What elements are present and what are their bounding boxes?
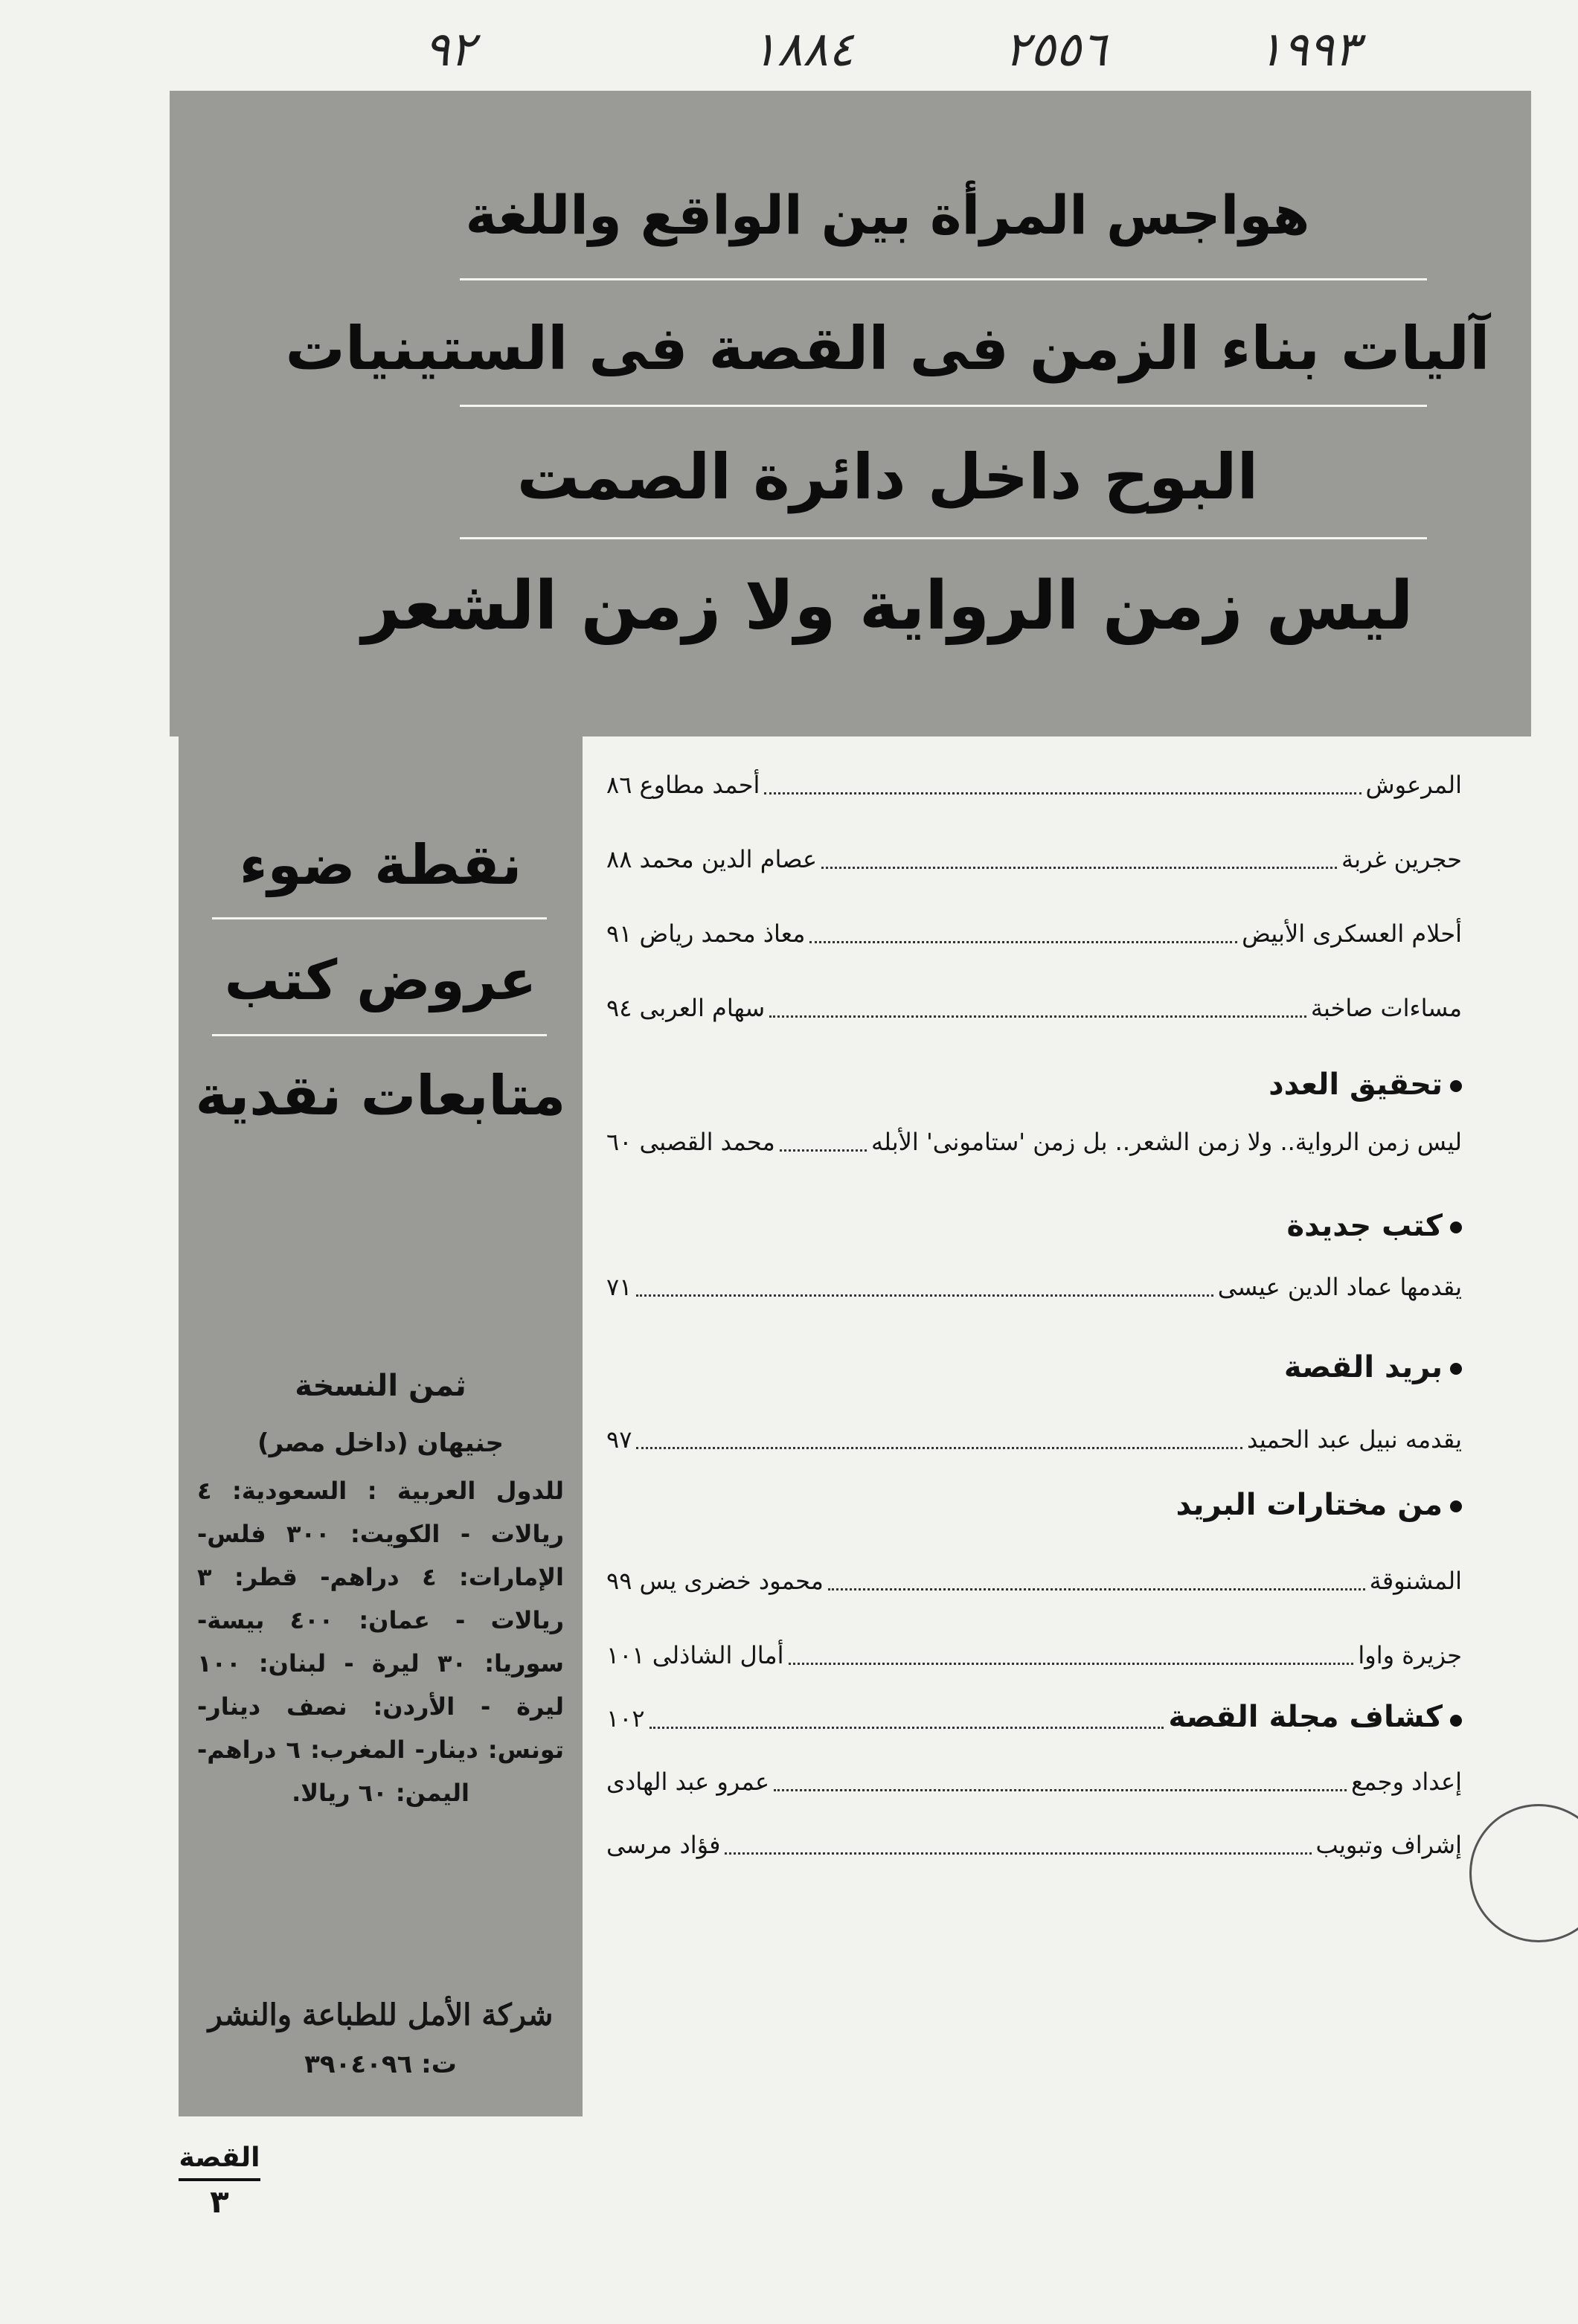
price-egypt: جنيهان (داخل مصر) <box>257 1428 504 1458</box>
toc-leader <box>780 1133 867 1152</box>
headline-divider-2 <box>460 405 1427 407</box>
toc-leader <box>636 1278 1213 1297</box>
bullet-icon <box>1450 1715 1462 1727</box>
toc-entry-author: معاذ محمد رياض <box>639 919 806 948</box>
toc-entry-title: إشراف وتبويب <box>1315 1831 1462 1859</box>
toc-entry-title: جزيرة واوا <box>1358 1641 1462 1669</box>
toc-entry-title: المرعوش <box>1365 771 1462 799</box>
toc-entry <box>606 1123 1462 1161</box>
toc-entry-title: يقدمها عماد الدين عيسى <box>1217 1273 1462 1301</box>
toc-entry-title: المشنوقة <box>1369 1567 1462 1595</box>
bullet-icon <box>1450 1080 1462 1092</box>
headline-2: آليات بناء الزمن فى القصة فى الستينيات <box>285 314 1490 383</box>
toc-leader <box>725 1836 1311 1855</box>
bullet-icon <box>1450 1222 1462 1233</box>
toc-entry <box>606 915 1462 952</box>
toc-entry-title: ليس زمن الرواية.. ولا زمن الشعر.. بل زمن 'ستامونى' الأبله <box>871 1128 1462 1156</box>
toc-entry <box>606 1826 1462 1864</box>
bullet-icon <box>1450 1500 1462 1512</box>
toc-entry-page: ٩٤ <box>606 994 632 1022</box>
toc-entry <box>606 1268 1462 1306</box>
sidebar-section-1: نقطة ضوء <box>239 833 522 897</box>
toc-entry <box>606 766 1462 803</box>
toc-leader <box>764 776 1361 795</box>
headline-1: هواجس المرأة بين الواقع واللغة <box>465 184 1310 246</box>
toc-leader <box>789 1646 1354 1665</box>
toc-entry <box>606 989 1462 1027</box>
sidebar-panel <box>179 733 583 2116</box>
sidebar-divider-1 <box>212 917 547 919</box>
toc-entry-title: حجرين غربة <box>1341 845 1462 873</box>
toc-entry-author: سهام العربى <box>639 994 766 1022</box>
toc-entry-author: محمد القصبى <box>639 1128 775 1156</box>
bullet-icon <box>1450 1363 1462 1375</box>
toc-entry <box>606 1637 1462 1674</box>
headline-banner <box>170 91 1531 736</box>
toc-entry-title: أحلام العسكرى الأبيض <box>1242 919 1462 948</box>
toc-leader <box>769 999 1306 1018</box>
toc-entry-author: أحمد مطاوع <box>639 771 760 799</box>
toc-leader <box>636 1431 1242 1449</box>
toc-entry-page: ٨٨ <box>606 845 632 873</box>
toc-entry-page: ١٠٢ <box>606 1704 645 1733</box>
toc-section-new-books <box>606 1205 1462 1247</box>
footer-page-number: ٣ <box>210 2183 229 2220</box>
toc-section-label: تحقيق العدد <box>1269 1068 1443 1102</box>
toc-section-label: من مختارات البريد <box>1176 1488 1443 1522</box>
price-title: ثمن النسخة <box>295 1369 466 1403</box>
toc-entry-title: يقدمه نبيل عبد الحميد <box>1247 1425 1462 1454</box>
toc-entry-title: إعداد وجمع <box>1351 1768 1462 1796</box>
toc-entry-page: ٩٩ <box>606 1567 632 1595</box>
toc-entry-author: عمرو عبد الهادى <box>606 1768 770 1796</box>
toc-entry <box>606 841 1462 878</box>
headline-3: البوح داخل دائرة الصمت <box>516 440 1259 513</box>
toc-entry-page: ٨٦ <box>606 771 632 799</box>
toc-section-mail-selections <box>606 1484 1462 1526</box>
toc-section-mail <box>606 1346 1462 1388</box>
toc-leader <box>809 925 1237 943</box>
page-curl-mark <box>1469 1804 1578 1942</box>
toc-entry-author: أمال الشاذلى <box>652 1641 784 1669</box>
toc-entry-page: ٩٧ <box>606 1425 632 1454</box>
headline-4: ليس زمن الرواية ولا زمن الشعر <box>362 567 1414 645</box>
toc-entry-page: ٩١ <box>606 919 632 948</box>
toc-entry-author: محمود خضرى يس <box>639 1567 824 1595</box>
toc-entry <box>606 1763 1462 1800</box>
toc-entry-page: ١٠١ <box>606 1641 645 1669</box>
toc-section-index <box>606 1696 1462 1739</box>
toc-entry-page: ٦٠ <box>606 1128 632 1156</box>
toc-entry-author: فؤاد مرسى <box>606 1831 721 1859</box>
toc-section-label: كشاف مجلة القصة <box>1168 1700 1443 1734</box>
price-arab-countries: للدول العربية : السعودية: ٤ ريالات - الكويت: ٣٠٠ فلس- الإمارات: ٤ دراهم- قطر: ٣ ريالات - عمان: ٤٠٠ بيسة- سوريا: ٣٠ ليرة - لبنان: ١٠٠ ليرة - الأردن: نصف دينار- تونس: دينار- المغرب: ٦ دراهم- اليمن: ٦٠ ريالا. <box>197 1477 565 1807</box>
toc-entry <box>606 1421 1462 1458</box>
toc-leader <box>821 850 1337 869</box>
footer-divider <box>179 2178 260 2181</box>
toc-entry-author: عصام الدين محمد <box>639 845 818 873</box>
handwritten-note-3: ١٨٨٤ <box>751 22 854 77</box>
headline-divider-1 <box>460 278 1427 280</box>
handwritten-note-4: ٩٢ <box>424 22 475 77</box>
toc-leader <box>774 1773 1347 1791</box>
toc-section-label: بريد القصة <box>1283 1350 1443 1384</box>
headline-divider-3 <box>460 537 1427 539</box>
publisher-phone: ت: ٣٩٠٤٠٩٦ <box>304 2049 457 2079</box>
sidebar-section-3: متابعات نقدية <box>195 1064 566 1128</box>
toc-leader <box>650 1707 1164 1729</box>
toc-entry <box>606 1562 1462 1599</box>
toc-entry-title: مساءات صاخبة <box>1310 994 1462 1022</box>
sidebar-section-2: عروض كتب <box>224 948 537 1012</box>
footer-magazine-name: القصة <box>179 2142 260 2173</box>
handwritten-note-1: ١٩٩٣ <box>1257 22 1360 77</box>
sidebar-divider-2 <box>212 1034 547 1036</box>
handwritten-note-2: ٢٥٥٦ <box>1004 22 1107 77</box>
toc-entry-page: ٧١ <box>606 1273 632 1301</box>
toc-section-investigation <box>606 1064 1462 1105</box>
toc-section-label: كتب جديدة <box>1286 1209 1443 1243</box>
toc-leader <box>828 1572 1365 1590</box>
publisher-name: شركة الأمل للطباعة والنشر <box>208 1997 554 2032</box>
